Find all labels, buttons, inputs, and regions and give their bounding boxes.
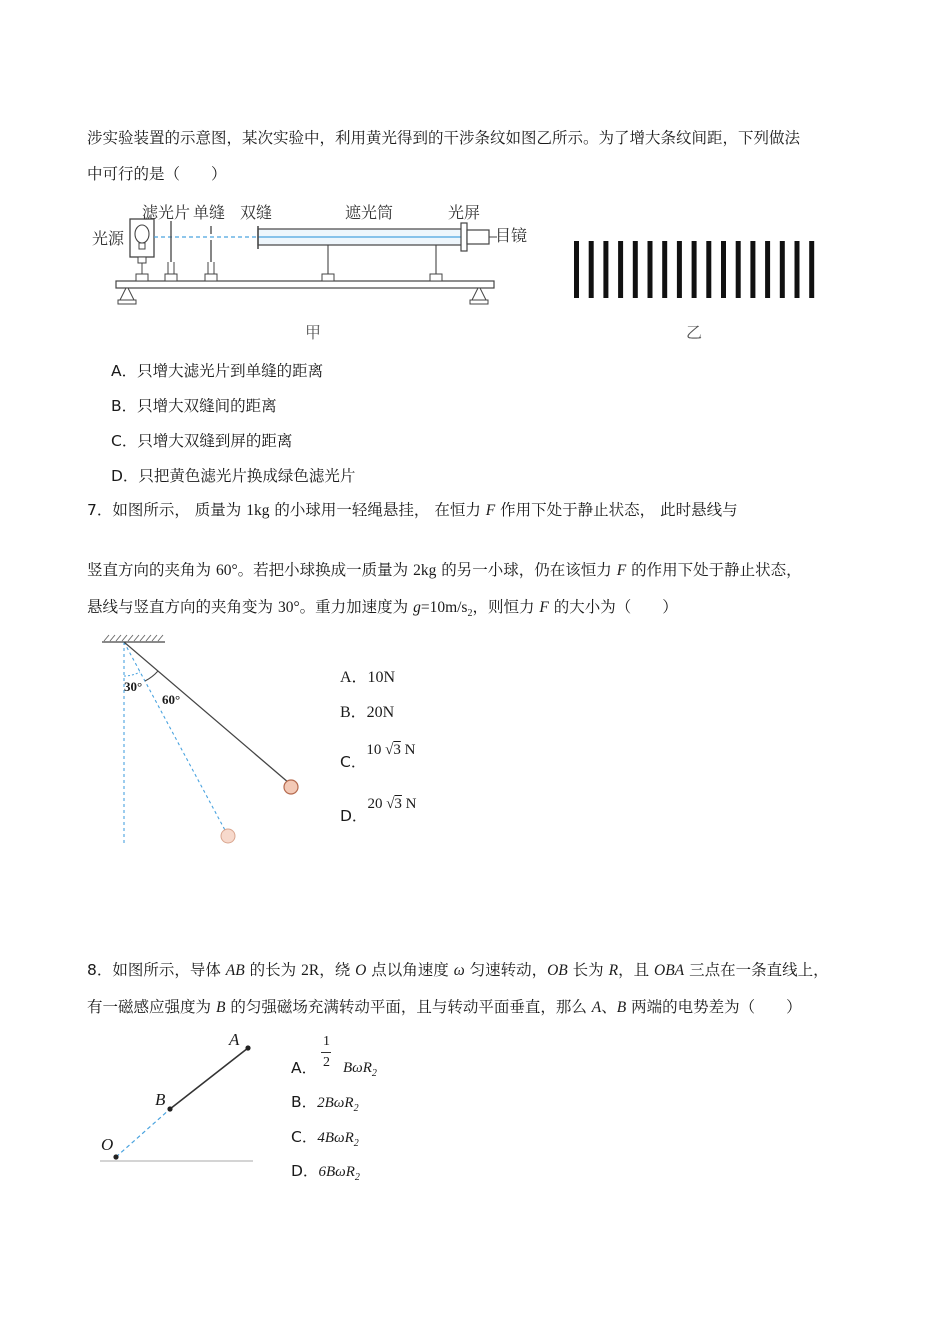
point-label-a: A — [229, 1030, 240, 1049]
label-light-source: 光源 — [92, 229, 125, 248]
q7-stem-line-1: 7．如图所示， 质量为 1kg 的小球用一轻绳悬挂， 在恒力 F 作用下处于静止状态， 此时悬线与 — [87, 501, 738, 519]
label-tube: 遮光筒 — [345, 203, 394, 222]
q6-stem-line-2: 中可行的是（ ） — [87, 165, 227, 183]
label-single-slit: 单缝 — [193, 203, 226, 222]
q7-option-b[interactable]: B．20N — [340, 704, 395, 721]
q6-option-a[interactable]: A．只增大滤光片到单缝的距离 — [111, 362, 324, 380]
angle-label-30: 30° — [124, 679, 143, 694]
fraction-numerator: 1 — [323, 1034, 330, 1049]
q6-option-c[interactable]: C．只增大双缝到屏的距离 — [111, 432, 293, 450]
q6-option-d[interactable]: D．只把黄色滤光片换成绿色滤光片 — [111, 467, 356, 485]
q8-option-c[interactable]: C．4BωR$_2$ — [291, 1128, 359, 1150]
point-label-o: O — [101, 1135, 114, 1154]
point-label-b: B — [155, 1090, 166, 1109]
q8-stem-line-2: 有一磁感应强度为 B 的匀强磁场充满转动平面，且与转动平面垂直，那么 A、B 两端的电势差为（ ） — [87, 998, 802, 1016]
caption-jia: 甲 — [305, 323, 322, 342]
label-double-slit: 双缝 — [240, 203, 273, 222]
q6-option-b[interactable]: B．只增大双缝间的距离 — [111, 397, 277, 415]
q7-stem-line-2: 竖直方向的夹角为 60°。若把小球换成一质量为 2kg 的另一小球，仍在该恒力 F 的作用下处于静止状态， — [87, 561, 802, 579]
fraction-denominator: 2 — [323, 1055, 330, 1070]
q6-stem-line-1: 涉实验装置的示意图，某次实验中，利用黄光得到的干涉条纹如图乙所示。为了增大条纹间距，下列做法 — [87, 129, 801, 147]
label-eyepiece: 目镜 — [495, 226, 528, 245]
label-filter: 滤光片 — [142, 203, 191, 222]
caption-yi: 乙 — [686, 323, 703, 342]
q7-option-a[interactable]: A．10N — [340, 669, 396, 686]
q7-option-c[interactable]: C．10 √3 N — [340, 742, 416, 771]
angle-label-60: 60° — [162, 692, 181, 707]
label-screen: 光屏 — [448, 203, 481, 222]
q8-option-b[interactable]: B．2BωR$_2$ — [291, 1093, 359, 1115]
q8-stem-line-1: 8．如图所示，导体 AB 的长为 2R，绕 O 点以角速度 ω 匀速转动，OB 长为 R，且 OBA 三点在一条直线上， — [87, 961, 829, 979]
q7-option-d[interactable]: D．20 √3 N — [340, 796, 417, 825]
q7-stem-line-3: 悬线与竖直方向的夹角变为 30°。重力加速度为 $g=10m/s_2$，则恒力 F 的大小为（ ） — [87, 598, 678, 620]
q8-option-d[interactable]: D．6BωR$_2$ — [291, 1162, 360, 1184]
